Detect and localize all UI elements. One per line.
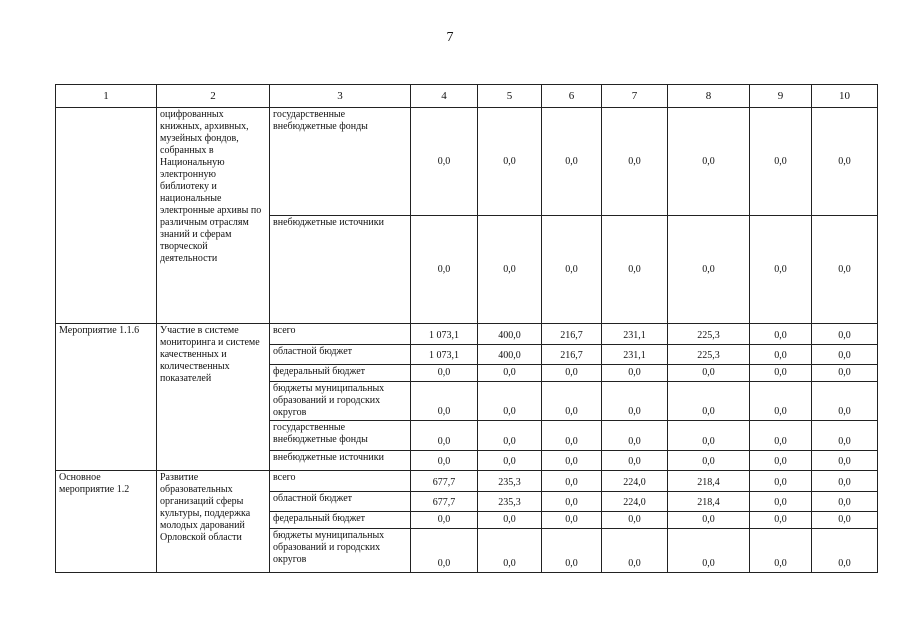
amount-cell: 225,3 — [668, 324, 750, 345]
amount-cell: 0,0 — [602, 421, 668, 451]
amount-cell: 0,0 — [478, 451, 542, 471]
funding-source-cell: областной бюджет — [270, 345, 411, 365]
amount-cell: 0,0 — [668, 216, 750, 324]
activity-name-cell — [56, 108, 157, 324]
amount-cell: 0,0 — [411, 216, 478, 324]
amount-cell: 0,0 — [411, 512, 478, 529]
amount-cell: 0,0 — [478, 421, 542, 451]
amount-cell: 0,0 — [750, 382, 812, 421]
amount-cell: 225,3 — [668, 345, 750, 365]
activity-name-cell: Мероприятие 1.1.6 — [56, 324, 157, 471]
amount-cell: 231,1 — [602, 345, 668, 365]
amount-cell: 0,0 — [750, 345, 812, 365]
activity-description-cell: Развитие образовательных организаций сферы культуры, поддержка молодых дарований Орловской области — [157, 471, 270, 573]
funding-source-cell: областной бюджет — [270, 492, 411, 512]
amount-cell: 0,0 — [542, 492, 602, 512]
amount-cell: 0,0 — [478, 108, 542, 216]
amount-cell: 224,0 — [602, 471, 668, 492]
amount-cell: 0,0 — [542, 421, 602, 451]
amount-cell: 0,0 — [750, 365, 812, 382]
table-row — [56, 108, 878, 216]
header-row — [56, 85, 878, 108]
amount-cell: 0,0 — [411, 421, 478, 451]
amount-cell: 0,0 — [812, 345, 878, 365]
amount-cell: 216,7 — [542, 345, 602, 365]
amount-cell: 0,0 — [542, 529, 602, 573]
amount-cell: 0,0 — [602, 382, 668, 421]
amount-cell: 0,0 — [668, 108, 750, 216]
amount-cell: 0,0 — [750, 512, 812, 529]
amount-cell: 218,4 — [668, 492, 750, 512]
amount-cell: 0,0 — [750, 529, 812, 573]
amount-cell: 218,4 — [668, 471, 750, 492]
amount-cell: 0,0 — [668, 365, 750, 382]
activity-name-cell: Основное мероприятие 1.2 — [56, 471, 157, 573]
header-cell: 3 — [270, 85, 411, 108]
amount-cell: 0,0 — [478, 529, 542, 573]
amount-cell: 0,0 — [812, 471, 878, 492]
amount-cell: 0,0 — [750, 108, 812, 216]
amount-cell: 0,0 — [478, 216, 542, 324]
amount-cell: 0,0 — [750, 471, 812, 492]
amount-cell: 0,0 — [411, 451, 478, 471]
activity-description-cell: оцифрованных книжных, архивных, музейных фондов, собранных в Национальную электронную библиотеку и национальные электронные архивы по различным отраслям знаний и сферам творческой деятельности — [157, 108, 270, 324]
amount-cell: 0,0 — [542, 471, 602, 492]
header-cell: 6 — [542, 85, 602, 108]
amount-cell: 677,7 — [411, 492, 478, 512]
amount-cell: 0,0 — [542, 365, 602, 382]
amount-cell: 0,0 — [602, 512, 668, 529]
amount-cell: 0,0 — [411, 365, 478, 382]
funding-source-cell: всего — [270, 471, 411, 492]
funding-source-cell: государственные внебюджетные фонды — [270, 421, 411, 451]
amount-cell: 0,0 — [812, 529, 878, 573]
amount-cell: 0,0 — [478, 382, 542, 421]
amount-cell: 224,0 — [602, 492, 668, 512]
funding-source-cell: внебюджетные источники — [270, 451, 411, 471]
funding-source-cell: бюджеты муниципальных образований и городских округов — [270, 382, 411, 421]
amount-cell: 0,0 — [750, 492, 812, 512]
amount-cell: 400,0 — [478, 324, 542, 345]
amount-cell: 0,0 — [812, 512, 878, 529]
amount-cell: 0,0 — [602, 451, 668, 471]
amount-cell: 0,0 — [542, 512, 602, 529]
amount-cell: 0,0 — [411, 108, 478, 216]
amount-cell: 0,0 — [668, 382, 750, 421]
amount-cell: 216,7 — [542, 324, 602, 345]
amount-cell: 0,0 — [812, 421, 878, 451]
amount-cell: 677,7 — [411, 471, 478, 492]
funding-source-cell: внебюджетные источники — [270, 216, 411, 324]
amount-cell: 0,0 — [812, 324, 878, 345]
table-row — [56, 471, 878, 492]
amount-cell: 400,0 — [478, 345, 542, 365]
funding-source-cell: всего — [270, 324, 411, 345]
header-cell: 4 — [411, 85, 478, 108]
amount-cell: 0,0 — [602, 216, 668, 324]
amount-cell: 0,0 — [668, 512, 750, 529]
amount-cell: 0,0 — [602, 529, 668, 573]
amount-cell: 0,0 — [750, 451, 812, 471]
amount-cell: 0,0 — [750, 324, 812, 345]
amount-cell: 0,0 — [602, 108, 668, 216]
amount-cell: 0,0 — [812, 365, 878, 382]
header-cell: 2 — [157, 85, 270, 108]
funding-source-cell: федеральный бюджет — [270, 365, 411, 382]
header-cell: 8 — [668, 85, 750, 108]
amount-cell: 0,0 — [542, 451, 602, 471]
amount-cell: 235,3 — [478, 492, 542, 512]
amount-cell: 0,0 — [478, 365, 542, 382]
amount-cell: 0,0 — [602, 365, 668, 382]
amount-cell: 0,0 — [411, 382, 478, 421]
activity-description-cell: Участие в системе мониторинга и системе качественных и количественных показателей — [157, 324, 270, 471]
amount-cell: 0,0 — [750, 216, 812, 324]
amount-cell: 0,0 — [668, 451, 750, 471]
amount-cell: 0,0 — [411, 529, 478, 573]
amount-cell: 1 073,1 — [411, 345, 478, 365]
funding-source-cell: федеральный бюджет — [270, 512, 411, 529]
page-number: 7 — [446, 30, 454, 45]
header-cell: 10 — [812, 85, 878, 108]
amount-cell: 0,0 — [812, 492, 878, 512]
header-cell: 1 — [56, 85, 157, 108]
amount-cell: 0,0 — [668, 529, 750, 573]
amount-cell: 0,0 — [812, 216, 878, 324]
header-cell: 7 — [602, 85, 668, 108]
amount-cell: 0,0 — [542, 216, 602, 324]
amount-cell: 0,0 — [668, 421, 750, 451]
table-row — [56, 324, 878, 345]
funding-source-cell: государственные внебюджетные фонды — [270, 108, 411, 216]
amount-cell: 0,0 — [478, 512, 542, 529]
header-cell: 9 — [750, 85, 812, 108]
amount-cell: 0,0 — [542, 382, 602, 421]
amount-cell: 1 073,1 — [411, 324, 478, 345]
amount-cell: 0,0 — [812, 108, 878, 216]
amount-cell: 0,0 — [812, 451, 878, 471]
funding-source-cell: бюджеты муниципальных образований и городских округов — [270, 529, 411, 573]
header-cell: 5 — [478, 85, 542, 108]
amount-cell: 231,1 — [602, 324, 668, 345]
amount-cell: 0,0 — [542, 108, 602, 216]
budget-table — [55, 84, 878, 573]
amount-cell: 235,3 — [478, 471, 542, 492]
amount-cell: 0,0 — [812, 382, 878, 421]
amount-cell: 0,0 — [750, 421, 812, 451]
